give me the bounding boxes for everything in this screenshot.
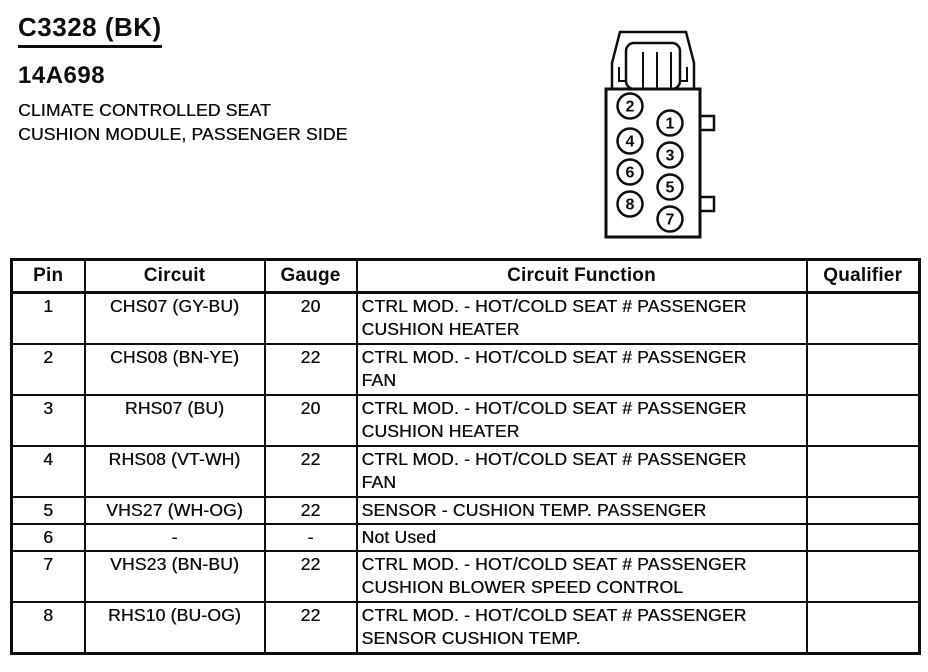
function-cell: CTRL MOD. - HOT/COLD SEAT # PASSENGER CUSHION HEATER [357, 395, 807, 446]
qualifier-cell [807, 446, 920, 497]
pin-cavity-6 [618, 160, 643, 185]
latch-hook-left [619, 67, 625, 81]
pin-cavity-1 [658, 111, 683, 136]
pin-cavity-3 [658, 143, 683, 168]
circuit-cell: VHS23 (BN-BU) [85, 551, 265, 602]
table-header-row [12, 260, 920, 293]
circuit-cell: RHS07 (BU) [85, 395, 265, 446]
circuit-cell: CHS08 (BN-YE) [85, 344, 265, 395]
svg-text:7: 7 [665, 211, 675, 229]
description-line-2: CUSHION MODULE, PASSENGER SIDE [18, 124, 348, 144]
col-header-function: Circuit Function [357, 260, 807, 293]
table-row [12, 524, 920, 551]
function-cell: CTRL MOD. - HOT/COLD SEAT # PASSENGER FAN [357, 446, 807, 497]
svg-text:1: 1 [665, 115, 675, 133]
pin-cell: 3 [12, 395, 85, 446]
pin-cavity-5 [658, 175, 683, 200]
function-cell: CTRL MOD. - HOT/COLD SEAT # PASSENGER FAN [357, 344, 807, 395]
latch-hook-right [681, 67, 687, 81]
pin-cell: 1 [12, 293, 85, 345]
function-cell: CTRL MOD. - HOT/COLD SEAT # PASSENGER CUSHION BLOWER SPEED CONTROL [357, 551, 807, 602]
pin-cell: 5 [12, 497, 85, 524]
qualifier-cell [807, 344, 920, 395]
qualifier-cell [807, 395, 920, 446]
pin-cavity-4 [618, 129, 643, 154]
table-row [12, 551, 920, 602]
gauge-cell: 22 [265, 602, 357, 654]
svg-text:2: 2 [625, 98, 635, 116]
connector-tab-upper [700, 116, 714, 130]
pin-cell: 7 [12, 551, 85, 602]
connector-tab-lower [700, 197, 714, 211]
qualifier-cell [807, 293, 920, 345]
pin-cell: 4 [12, 446, 85, 497]
circuit-cell: - [85, 524, 265, 551]
table-row [12, 602, 920, 654]
table-row [12, 497, 920, 524]
gauge-cell: 22 [265, 551, 357, 602]
table-row [12, 446, 920, 497]
circuit-cell: CHS07 (GY-BU) [85, 293, 265, 345]
gauge-cell: 20 [265, 293, 357, 345]
circuit-cell: RHS08 (VT-WH) [85, 446, 265, 497]
table-row [12, 344, 920, 395]
connector-id-title: C3328 (BK) [18, 12, 162, 48]
function-cell: SENSOR - CUSHION TEMP. PASSENGER [357, 497, 807, 524]
col-header-qualifier: Qualifier [807, 260, 920, 293]
function-cell: CTRL MOD. - HOT/COLD SEAT # PASSENGER SENSOR CUSHION TEMP. [357, 602, 807, 654]
function-cell: CTRL MOD. - HOT/COLD SEAT # PASSENGER CUSHION HEATER [357, 293, 807, 345]
svg-text:5: 5 [665, 179, 675, 197]
table-row [12, 293, 920, 345]
gauge-cell: - [265, 524, 357, 551]
pin-cavity-2 [618, 94, 643, 119]
pin-cell: 6 [12, 524, 85, 551]
circuit-cell: RHS10 (BU-OG) [85, 602, 265, 654]
connector-diagram-icon [596, 27, 722, 243]
gauge-cell: 22 [265, 344, 357, 395]
svg-text:3: 3 [665, 147, 675, 165]
pin-cell: 8 [12, 602, 85, 654]
qualifier-cell [807, 551, 920, 602]
pin-cell: 2 [12, 344, 85, 395]
pin-cavity-8 [618, 192, 643, 217]
pin-cavity-7 [658, 207, 683, 232]
svg-text:4: 4 [625, 133, 635, 151]
col-header-pin: Pin [12, 260, 85, 293]
col-header-circuit: Circuit [85, 260, 265, 293]
gauge-cell: 20 [265, 395, 357, 446]
description-line-1: CLIMATE CONTROLLED SEAT [18, 100, 271, 120]
qualifier-cell [807, 602, 920, 654]
qualifier-cell [807, 524, 920, 551]
table-row [12, 395, 920, 446]
gauge-cell: 22 [265, 497, 357, 524]
gauge-cell: 22 [265, 446, 357, 497]
qualifier-cell [807, 497, 920, 524]
circuit-cell: VHS27 (WH-OG) [85, 497, 265, 524]
svg-text:6: 6 [625, 164, 635, 182]
pinout-table [10, 258, 921, 655]
document-header [18, 12, 348, 146]
col-header-gauge: Gauge [265, 260, 357, 293]
pin-table-body [12, 293, 920, 654]
part-number: 14A698 [18, 62, 106, 89]
function-cell: Not Used [357, 524, 807, 551]
svg-text:8: 8 [625, 196, 635, 214]
